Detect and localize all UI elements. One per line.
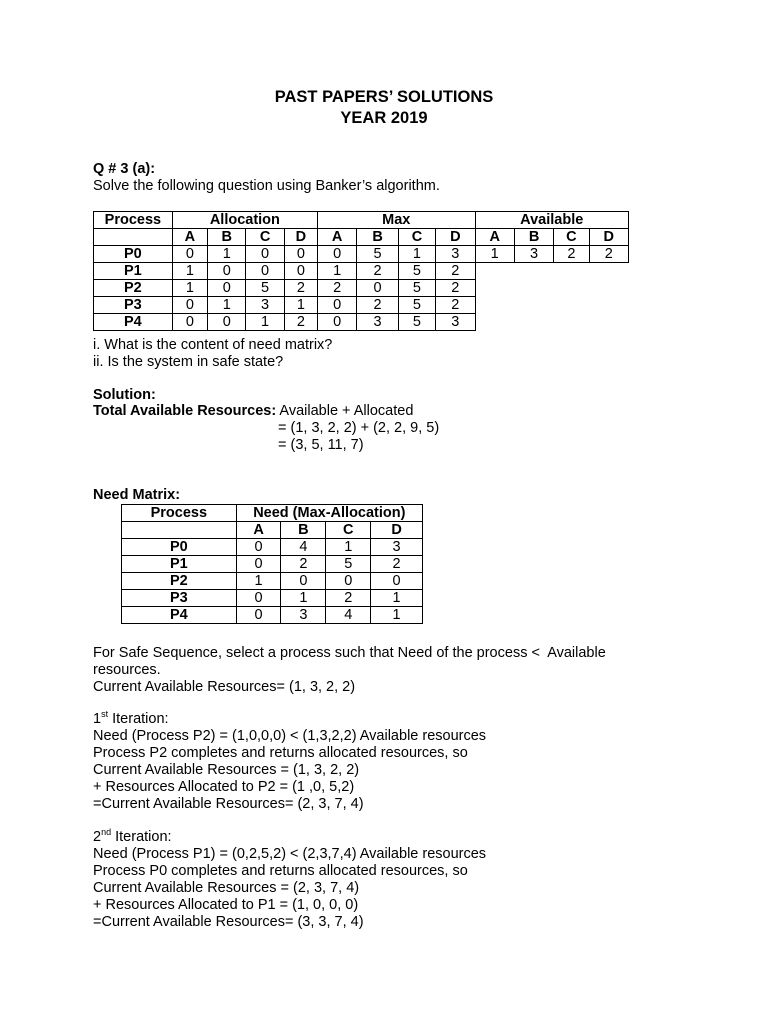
ordinal-suffix: nd <box>101 827 112 837</box>
table-cell <box>475 280 629 297</box>
total-available-text: Available + Allocated <box>276 403 414 419</box>
iteration2-line5: =Current Available Resources= (3, 3, 7, 4) <box>93 914 364 930</box>
alloc-cell: 1 <box>246 314 284 331</box>
iteration-label: Iteration: <box>111 829 172 845</box>
alloc-cell: 0 <box>172 297 207 314</box>
alloc-cell: 0 <box>208 314 246 331</box>
max-cell: 0 <box>317 246 356 263</box>
process-name: P3 <box>94 297 173 314</box>
process-name: P1 <box>122 556 237 573</box>
available-cell: 2 <box>589 246 628 263</box>
iteration2-line2: Process P0 completes and returns allocated resources, so <box>93 863 468 879</box>
alloc-cell: 0 <box>284 246 317 263</box>
table-row <box>122 590 423 607</box>
max-cell: 2 <box>357 297 398 314</box>
max-cell: 2 <box>357 263 398 280</box>
iteration2-heading <box>93 829 172 846</box>
iteration2-line4: + Resources Allocated to P1 = (1, 0, 0, 0) <box>93 897 359 913</box>
alloc-cell: 3 <box>246 297 284 314</box>
header-need: Need (Max-Allocation) <box>236 505 422 522</box>
alloc-cell: 1 <box>208 246 246 263</box>
max-cell: 5 <box>398 314 435 331</box>
iteration1-line1: Need (Process P2) = (1,0,0,0) < (1,3,2,2) Available resources <box>93 728 487 744</box>
table-header-row <box>94 212 629 229</box>
process-name: P3 <box>122 590 237 607</box>
table-row <box>122 539 423 556</box>
header-max: Max <box>317 212 475 229</box>
need-cell: 2 <box>281 556 326 573</box>
max-cell: 2 <box>436 280 475 297</box>
max-cell: 3 <box>436 246 475 263</box>
need-cell: 0 <box>236 539 281 556</box>
max-cell: 5 <box>398 297 435 314</box>
table-row <box>122 573 423 590</box>
ordinal-suffix: st <box>101 709 109 719</box>
iteration-number: 2 <box>93 829 102 845</box>
table-subheader-row <box>122 522 423 539</box>
safe-sequence-line1: For Safe Sequence, select a process such that Need of the process < Available <box>93 645 606 661</box>
col-b: B <box>208 229 246 246</box>
need-cell: 0 <box>326 573 371 590</box>
header-process: Process <box>94 212 173 229</box>
header-available: Available <box>475 212 629 229</box>
question-label: Q # 3 (a): <box>93 161 156 177</box>
max-cell: 5 <box>398 263 435 280</box>
col-a: A <box>172 229 207 246</box>
alloc-cell: 0 <box>172 246 207 263</box>
table-row <box>122 556 423 573</box>
iteration2-line1: Need (Process P1) = (0,2,5,2) < (2,3,7,4) Available resources <box>93 846 487 862</box>
col-b: B <box>357 229 398 246</box>
col-c: C <box>326 522 371 539</box>
need-cell: 2 <box>326 590 371 607</box>
need-cell: 1 <box>236 573 281 590</box>
need-cell: 0 <box>236 590 281 607</box>
total-eq1: = (1, 3, 2, 2) + (2, 2, 9, 5) <box>278 420 440 436</box>
iteration-number: 1 <box>93 711 102 727</box>
need-cell: 1 <box>371 590 423 607</box>
alloc-cell: 2 <box>284 280 317 297</box>
alloc-cell: 1 <box>172 263 207 280</box>
alloc-cell: 0 <box>284 263 317 280</box>
max-cell: 2 <box>436 263 475 280</box>
col-d: D <box>589 229 628 246</box>
col-c: C <box>246 229 284 246</box>
table-subheader-row <box>94 229 629 246</box>
need-cell: 5 <box>326 556 371 573</box>
need-cell: 0 <box>236 607 281 624</box>
col-b: B <box>514 229 553 246</box>
alloc-cell: 1 <box>172 280 207 297</box>
need-cell: 1 <box>371 607 423 624</box>
need-cell: 2 <box>371 556 423 573</box>
max-cell: 2 <box>317 280 356 297</box>
need-cell: 1 <box>281 590 326 607</box>
table-row <box>94 314 629 331</box>
process-name: P0 <box>94 246 173 263</box>
table-cell <box>475 263 629 280</box>
col-d: D <box>284 229 317 246</box>
need-cell: 3 <box>281 607 326 624</box>
need-cell: 4 <box>281 539 326 556</box>
col-d: D <box>371 522 423 539</box>
safe-sequence-line2: resources. <box>93 662 161 678</box>
max-cell: 2 <box>436 297 475 314</box>
max-cell: 3 <box>436 314 475 331</box>
alloc-cell: 0 <box>246 246 284 263</box>
header-process: Process <box>122 505 237 522</box>
need-cell: 0 <box>371 573 423 590</box>
alloc-cell: 0 <box>208 263 246 280</box>
iteration1-line4: + Resources Allocated to P2 = (1 ,0, 5,2) <box>93 779 355 795</box>
max-cell: 0 <box>357 280 398 297</box>
table-row <box>94 297 629 314</box>
table-row <box>94 280 629 297</box>
process-name: P4 <box>94 314 173 331</box>
max-cell: 0 <box>317 297 356 314</box>
process-name: P1 <box>94 263 173 280</box>
need-cell: 1 <box>326 539 371 556</box>
col-a: A <box>475 229 514 246</box>
iteration1-line2: Process P2 completes and returns allocated resources, so <box>93 745 468 761</box>
available-cell: 2 <box>554 246 589 263</box>
table-cell <box>475 314 629 331</box>
solution-label: Solution: <box>93 387 156 403</box>
alloc-cell: 0 <box>246 263 284 280</box>
max-cell: 1 <box>317 263 356 280</box>
table-row <box>94 263 629 280</box>
need-cell: 4 <box>326 607 371 624</box>
question-ii: ii. Is the system in safe state? <box>93 354 284 370</box>
col-a: A <box>317 229 356 246</box>
max-cell: 5 <box>398 280 435 297</box>
need-cell: 3 <box>371 539 423 556</box>
max-cell: 5 <box>357 246 398 263</box>
alloc-cell: 1 <box>284 297 317 314</box>
iteration1-line3: Current Available Resources = (1, 3, 2, 2) <box>93 762 360 778</box>
current-available-initial: Current Available Resources= (1, 3, 2, 2) <box>93 679 356 695</box>
table-cell <box>122 522 237 539</box>
col-d: D <box>436 229 475 246</box>
page-subtitle-year: YEAR 2019 <box>340 109 428 127</box>
need-matrix-label: Need Matrix: <box>93 487 181 503</box>
max-cell: 3 <box>357 314 398 331</box>
question-i: i. What is the content of need matrix? <box>93 337 333 353</box>
alloc-cell: 1 <box>208 297 246 314</box>
iteration2-line3: Current Available Resources = (2, 3, 7, 4) <box>93 880 360 896</box>
process-name: P2 <box>122 573 237 590</box>
max-cell: 0 <box>317 314 356 331</box>
total-available-label: Total Available Resources: <box>93 403 277 419</box>
available-cell: 3 <box>514 246 553 263</box>
bankers-table <box>93 211 629 331</box>
alloc-cell: 0 <box>208 280 246 297</box>
table-row <box>122 607 423 624</box>
iteration1-heading <box>93 711 169 728</box>
col-a: A <box>236 522 281 539</box>
process-name: P2 <box>94 280 173 297</box>
table-header-row <box>122 505 423 522</box>
col-c: C <box>398 229 435 246</box>
header-allocation: Allocation <box>172 212 317 229</box>
page-title: PAST PAPERS’ SOLUTIONS <box>274 88 494 106</box>
table-row <box>94 246 629 263</box>
process-name: P4 <box>122 607 237 624</box>
table-cell <box>475 297 629 314</box>
available-cell: 1 <box>475 246 514 263</box>
col-b: B <box>281 522 326 539</box>
alloc-cell: 2 <box>284 314 317 331</box>
iteration-label: Iteration: <box>108 711 169 727</box>
alloc-cell: 5 <box>246 280 284 297</box>
iteration1-line5: =Current Available Resources= (2, 3, 7, 4) <box>93 796 364 812</box>
total-eq2: = (3, 5, 11, 7) <box>278 437 364 453</box>
col-c: C <box>554 229 589 246</box>
need-cell: 0 <box>281 573 326 590</box>
question-prompt: Solve the following question using Banker’s algorithm. <box>93 178 440 194</box>
need-matrix-table <box>121 504 423 624</box>
alloc-cell: 0 <box>172 314 207 331</box>
max-cell: 1 <box>398 246 435 263</box>
need-cell: 0 <box>236 556 281 573</box>
process-name: P0 <box>122 539 237 556</box>
table-cell <box>94 229 173 246</box>
total-available-line <box>93 403 413 420</box>
